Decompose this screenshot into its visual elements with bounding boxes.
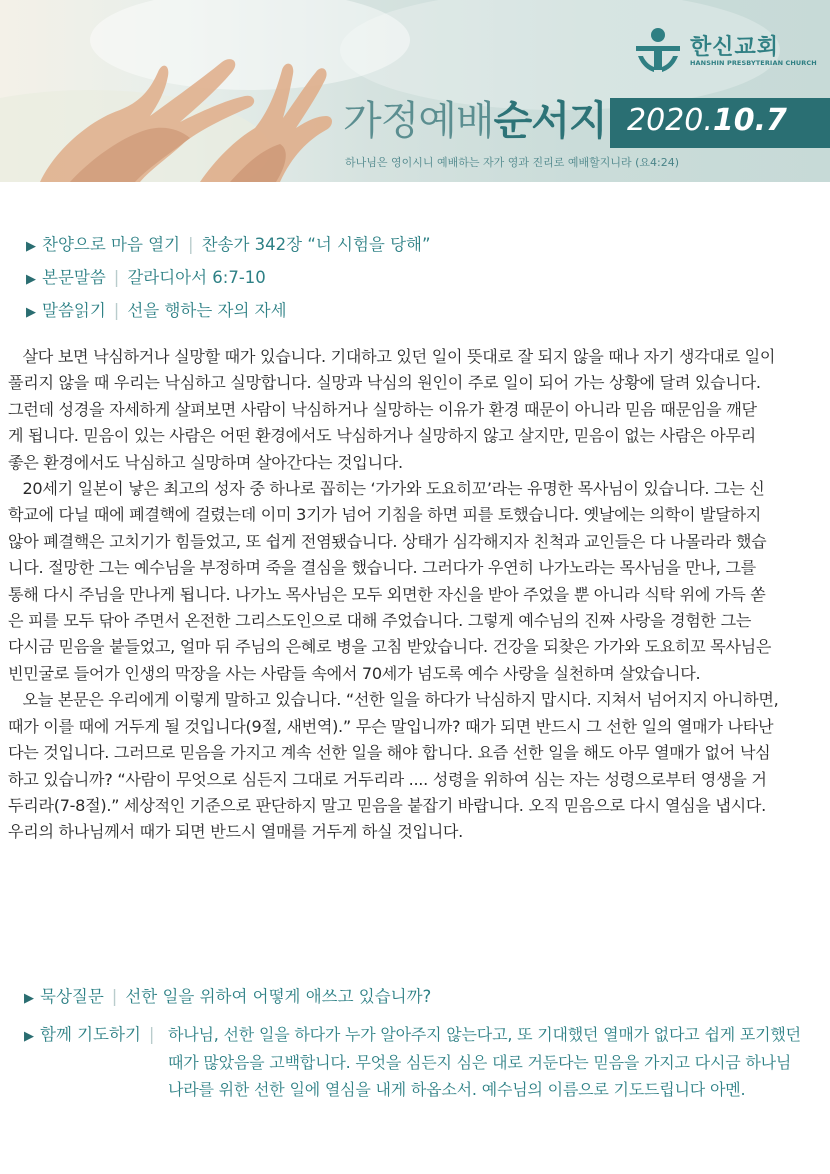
meditation-question: [24, 983, 431, 1007]
sermon-line: 다시금 믿음을 붙들었고, 얼마 뒤 주님의 은혜로 병을 고침 받았습니다. 건강을 되찾은 가가와 도요히꼬 목사님은: [8, 637, 772, 657]
sermon-line: 살다 보면 낙심하거나 실망할 때가 있습니다. 기대하고 있던 일이 뜻대로 잘 되지 않을 때나 자기 생각대로 일이: [8, 347, 776, 366]
date-year: 2020.: [627, 103, 713, 138]
sermon-line: 게 됩니다. 믿음이 있는 사람은 어떤 환경에서도 낙심하거나 실망하지 않고 살지만, 믿음이 없는 사람은 아무리: [8, 426, 756, 446]
order-value: 선을 행하는 자의 자세: [127, 301, 287, 320]
title-light: 가정예배: [343, 98, 494, 144]
sermon-line: 은 피를 모두 닦아 주면서 온전한 그리스도인으로 대해 주었습니다. 그렇게 예수님의 진짜 사랑을 경험한 그는: [8, 611, 752, 631]
order-value: 찬송가 342장 “너 시험을 당해”: [201, 235, 431, 254]
sermon-line: 학교에 다닐 때에 폐결핵에 걸렸는데 이미 3기가 넘어 기침을 하면 피를 토했습니다. 옛날에는 의학이 발달하지: [8, 505, 762, 525]
meditation-value: 선한 일을 위하여 어떻게 애쓰고 있습니까?: [125, 987, 432, 1006]
prayer-line: 나라를 위한 선한 일에 열심을 내게 하옵소서. 예수님의 이름으로 기도드립니다 아멘.: [168, 1080, 746, 1099]
prayer-heading: [24, 1021, 162, 1045]
church-name-english: HANSHIN PRESBYTERIAN CHURCH: [690, 59, 817, 67]
sermon-line: 두리라(7-8절).” 세상적인 기준으로 판단하지 말고 믿음을 붙잡기 바랍니다. 오직 믿음으로 다시 열심을 냅시다.: [8, 795, 766, 815]
sermon-line: 않아 폐결핵은 고치기가 힘들었고, 또 쉽게 전염됐습니다. 상태가 심각해지자 친척과 교인들은 다 나몰라라 했습: [8, 531, 767, 551]
sermon-line: 좋은 환경에서도 낙심하고 실망하며 살아간다는 것입니다.: [8, 452, 403, 472]
triangle-right-icon: ▶: [24, 991, 34, 1006]
order-label: 말씀읽기: [42, 301, 106, 320]
divider: |: [188, 235, 194, 254]
order-value: 갈라디아서 6:7-10: [127, 268, 266, 287]
order-label: 본문말씀: [42, 268, 106, 287]
date-text: [627, 103, 787, 138]
triangle-right-icon: ▶: [24, 1029, 34, 1044]
order-item-reading: [26, 297, 287, 321]
sermon-line: 빈민굴로 들어가 인생의 막장을 사는 사람들 속에서 70세가 넘도록 예수 사랑을 실천하며 살았습니다.: [8, 663, 701, 683]
sermon-line: 때가 이를 때에 거두게 될 것입니다(9절, 새번역).” 무슨 말입니까? 때가 되면 반드시 그 선한 일의 열매가 나타난: [8, 716, 774, 736]
divider: |: [111, 987, 118, 1006]
divider: |: [113, 268, 120, 287]
triangle-right-icon: ▶: [26, 239, 36, 254]
sermon-line: 그런데 성경을 자세하게 살펴보면 사람이 낙심하거나 실망하는 이유가 환경 때문이 아니라 믿음 때문임을 깨닫: [8, 399, 757, 419]
sermon-line: 하고 있습니까? “사람이 무엇으로 심든지 그대로 거두리라 .... 성령을 위하여 심는 자는 성령으로부터 영생을 거: [8, 769, 767, 789]
sermon-line: 다는 것입니다. 그러므로 믿음을 가지고 계속 선한 일을 해야 합니다. 요즘 선한 일을 해도 아무 열매가 없어 낙심: [8, 743, 771, 763]
header-verse: 하나님은 영이시니 예배하는 자가 영과 진리로 예배할지니라 (요4:24): [345, 156, 680, 169]
prayer-line: 때가 많았음을 고백합니다. 무엇을 심든지 심은 대로 거둔다는 믿음을 가지고 다시금 하나님: [168, 1052, 792, 1072]
church-name: 한신교회: [690, 35, 780, 60]
order-item-praise: [26, 231, 431, 255]
title-bold: 순서지: [493, 98, 607, 144]
divider: |: [148, 1025, 155, 1044]
order-item-scripture: [26, 264, 266, 288]
triangle-right-icon: ▶: [26, 305, 36, 320]
prayer-line: 하나님, 선한 일을 하다가 누가 알아주지 않는다고, 또 기대했던 열매가 없다고 쉽게 포기했던: [168, 1025, 801, 1044]
sermon-body: [8, 344, 830, 846]
triangle-right-icon: ▶: [26, 272, 36, 287]
page-title: [343, 95, 606, 147]
date-day: 10.7: [712, 103, 787, 138]
divider: |: [113, 301, 120, 320]
prayer-label: 함께 기도하기: [40, 1025, 141, 1044]
date-badge: [610, 98, 830, 148]
meditation-label: 묵상질문: [40, 987, 104, 1006]
header-banner: [0, 0, 830, 182]
church-logo-icon: [632, 26, 684, 74]
order-label: 찬양으로 마음 열기: [42, 235, 181, 254]
prayer-text: [168, 1021, 801, 1104]
sermon-line: 우리의 하나님께서 때가 되면 반드시 열매를 거두게 하실 것입니다.: [8, 822, 463, 842]
sermon-line: 20세기 일본이 낳은 최고의 성자 중 하나로 꼽히는 ‘가가와 도요히꼬’라는 유명한 목사님이 있습니다. 그는 신: [8, 479, 765, 499]
sermon-line: 오늘 본문은 우리에게 이렇게 말하고 있습니다. “선한 일을 하다가 낙심하지 맙시다. 지쳐서 넘어지지 아니하면,: [8, 690, 779, 710]
sermon-line: 풀리지 않을 때 우리는 낙심하고 실망합니다. 실망과 낙심의 원인이 주로 일이 되어 가는 상황에 달려 있습니다.: [8, 373, 761, 393]
sermon-line: 니다. 절망한 그는 예수님을 부정하며 죽을 결심을 했습니다. 그러다가 우연히 나가노라는 목사님을 만나, 그를: [8, 558, 756, 578]
church-logo[interactable]: [632, 26, 817, 74]
sermon-line: 통해 다시 주님을 만나게 됩니다. 나가노 목사님은 모두 외면한 자신을 받아 주었을 뿐 아니라 식탁 위에 가득 쏟: [8, 584, 766, 604]
